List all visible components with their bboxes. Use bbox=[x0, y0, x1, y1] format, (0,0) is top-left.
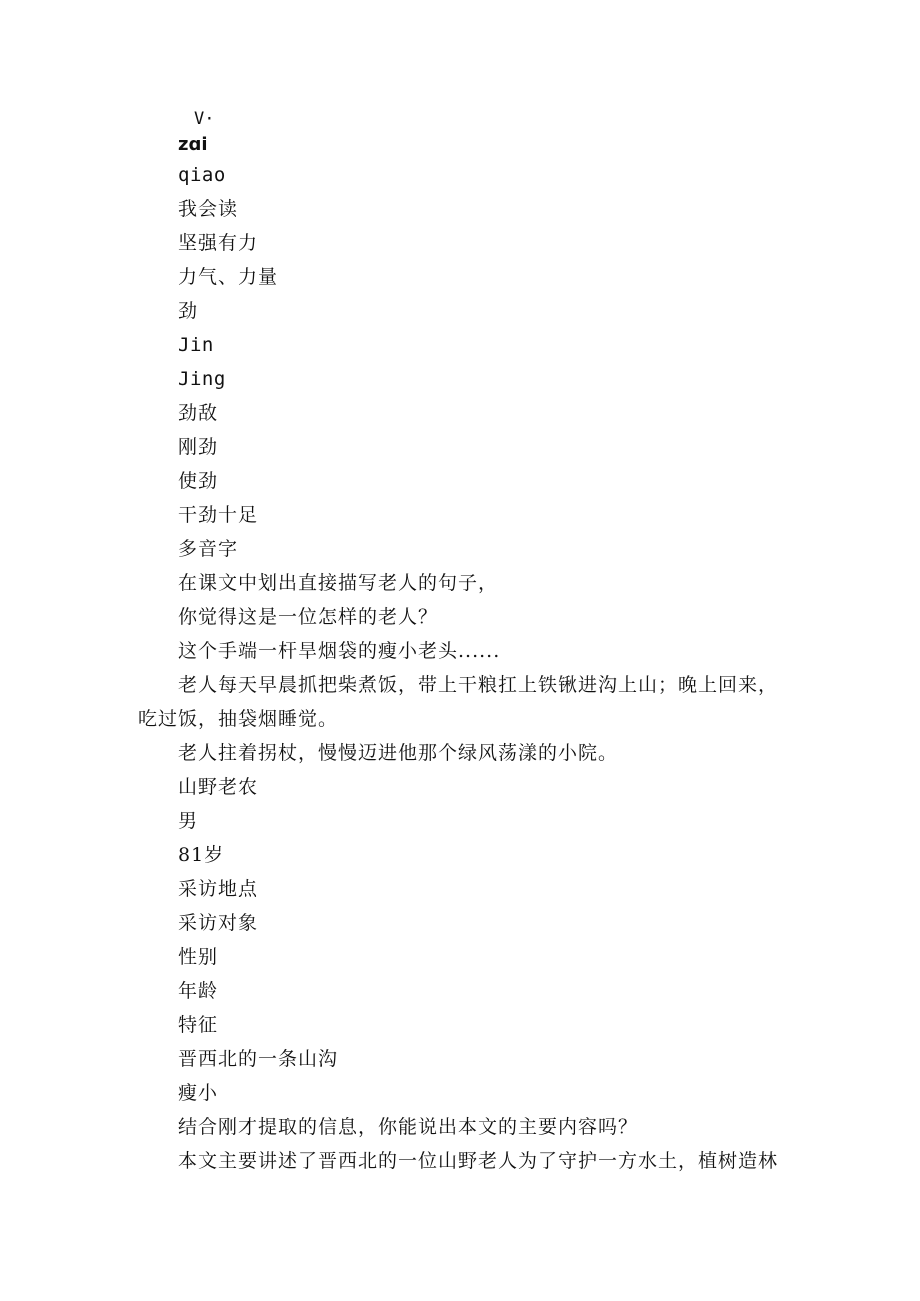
text-line-content: 老人每天早晨抓把柴煮饭，带上干粮扛上铁锹进沟上山；晚上回来， bbox=[178, 674, 779, 696]
text-line-content: 你觉得这是一位怎样的老人？ bbox=[178, 606, 439, 628]
text-line-content: 干劲十足 bbox=[178, 504, 259, 526]
text-line-content: Jin bbox=[178, 334, 214, 356]
text-line bbox=[0, 940, 920, 974]
text-line-content: 年龄 bbox=[178, 980, 219, 1002]
text-line-content: 劲 bbox=[178, 300, 199, 322]
text-line-content: 采访对象 bbox=[178, 912, 259, 934]
text-line-content: 特征 bbox=[178, 1014, 219, 1036]
text-line bbox=[0, 906, 920, 940]
text-line bbox=[0, 294, 920, 328]
text-line bbox=[0, 736, 920, 770]
text-line-content: 性别 bbox=[178, 946, 219, 968]
text-line-content: 老人拄着拐杖，慢慢迈进他那个绿风荡漾的小院。 bbox=[178, 742, 619, 764]
text-line bbox=[0, 158, 920, 192]
text-line-content: 这个手端一杆旱烟袋的瘦小老头...... bbox=[178, 640, 501, 662]
text-line bbox=[0, 600, 920, 634]
text-line bbox=[0, 1144, 920, 1178]
text-line bbox=[0, 464, 920, 498]
text-line-content: 在课文中划出直接描写老人的句子， bbox=[178, 572, 499, 594]
text-line bbox=[0, 328, 920, 362]
text-line bbox=[0, 1042, 920, 1076]
text-line bbox=[0, 872, 920, 906]
text-line-content: 瘦小 bbox=[178, 1082, 219, 1104]
text-line-content: Jing bbox=[178, 368, 226, 390]
text-line-content: 劲敌 bbox=[178, 402, 219, 424]
text-line bbox=[0, 498, 920, 532]
text-line-content: qiao bbox=[178, 164, 226, 186]
text-line bbox=[0, 702, 920, 736]
text-line-content: 使劲 bbox=[178, 470, 219, 492]
text-line-content: 采访地点 bbox=[178, 878, 259, 900]
text-line bbox=[0, 804, 920, 838]
text-line bbox=[0, 1008, 920, 1042]
text-line bbox=[0, 532, 920, 566]
text-line-content: 山野老农 bbox=[178, 776, 259, 798]
text-line-content: 男 bbox=[178, 810, 199, 832]
text-line bbox=[0, 1110, 920, 1144]
text-line-content: 我会读 bbox=[178, 198, 239, 220]
text-line bbox=[0, 396, 920, 430]
text-line bbox=[0, 362, 920, 396]
text-line-content: 多音字 bbox=[178, 538, 239, 560]
text-line-content: 吃过饭，抽袋烟睡觉。 bbox=[138, 708, 339, 730]
text-line-content: 坚强有力 bbox=[178, 232, 259, 254]
tone-mark-text: V· bbox=[194, 109, 215, 129]
text-line-content: 81岁 bbox=[178, 844, 225, 866]
text-line bbox=[0, 226, 920, 260]
text-line-content: 结合刚才提取的信息，你能说出本文的主要内容吗？ bbox=[178, 1116, 639, 1138]
text-line bbox=[0, 260, 920, 294]
text-line bbox=[0, 1076, 920, 1110]
text-line-content: 力气、力量 bbox=[178, 266, 279, 288]
text-line bbox=[0, 838, 920, 872]
text-line bbox=[0, 566, 920, 600]
text-line bbox=[0, 974, 920, 1008]
text-line bbox=[0, 192, 920, 226]
text-line bbox=[0, 668, 920, 702]
text-line bbox=[0, 634, 920, 668]
text-line-content: 本文主要讲述了晋西北的一位山野老人为了守护一方水土，植树造林 bbox=[178, 1150, 779, 1172]
text-lines bbox=[0, 158, 920, 1178]
text-line-content: 晋西北的一条山沟 bbox=[178, 1048, 339, 1070]
text-line-content: 刚劲 bbox=[178, 436, 219, 458]
text-line bbox=[0, 770, 920, 804]
text-line bbox=[0, 430, 920, 464]
pinyin-heading: zɑi bbox=[178, 134, 208, 155]
